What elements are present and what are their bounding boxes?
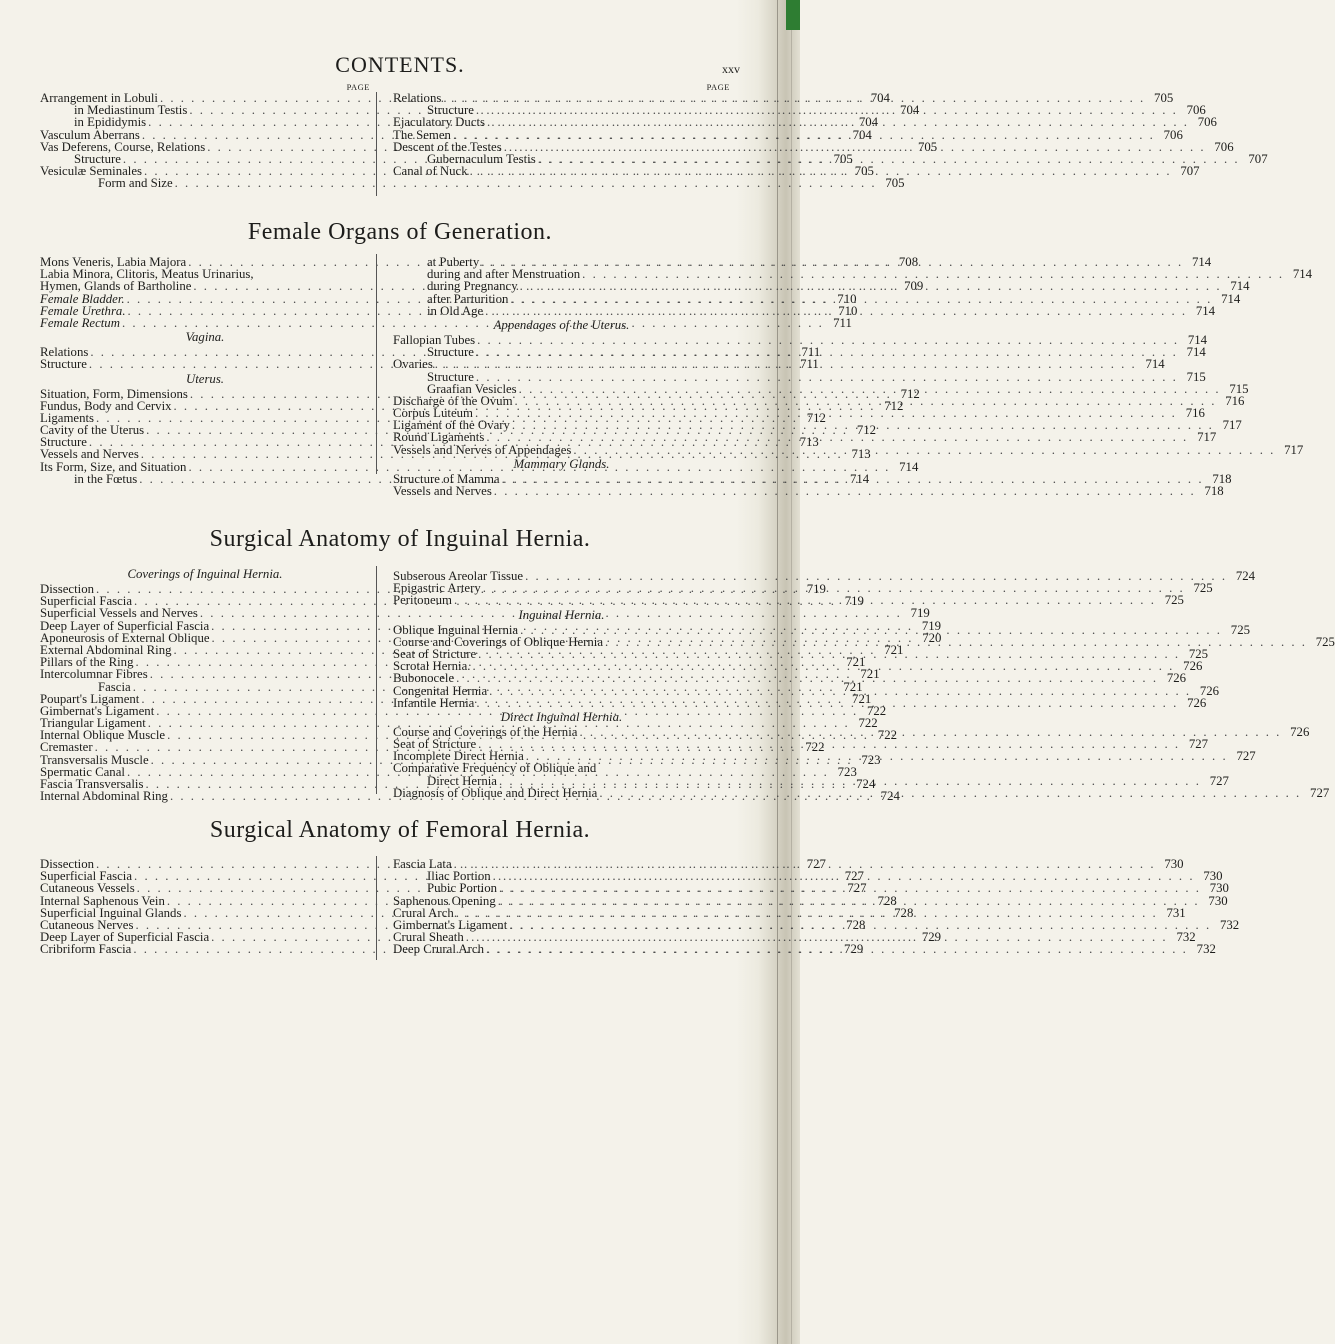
toc-entry-label: after Parturition (427, 291, 509, 306)
toc-entry-label: in Old Age (427, 303, 484, 318)
toc-entry-page: 726 (1166, 671, 1187, 686)
toc-entry-label: Superficial Fascia (40, 594, 133, 609)
leader-dots (497, 882, 1203, 894)
toc-entry-label: Internal Oblique Muscle (40, 728, 166, 743)
toc-entry-label: Vasculum Aberrans (40, 127, 140, 142)
toc-entry-page: 730 (1208, 893, 1228, 908)
toc-subheading: Coverings of Inguinal Hernia. (127, 567, 283, 581)
toc-entry-page: 727 (1209, 773, 1229, 788)
toc-subheading: Inguinal Hernia. (518, 607, 605, 622)
toc-entry-page: 718 (1212, 471, 1232, 486)
toc-entry-page: 704 (900, 103, 920, 118)
toc-entry-label: Graafian Vesicles (427, 381, 517, 396)
toc-entry-label: Gimbernat's Ligament (393, 917, 508, 932)
toc-entry-page: 714 (1230, 279, 1250, 294)
toc-entry-page: 732 (1176, 930, 1196, 945)
toc-entry-page: 712 (806, 410, 826, 425)
toc-entry-label: Transversalis Muscle (40, 752, 149, 767)
toc-entry-page: 725 (1315, 634, 1335, 649)
toc-entry (393, 484, 1224, 498)
leader-dots (452, 594, 1158, 609)
toc-entry-page: 727 (1310, 785, 1330, 800)
toc-entry-page: 726 (1199, 683, 1220, 698)
toc-entry-label: Oblique Inguinal Hernia (393, 622, 519, 637)
toc-entry-label: Internal Abdominal Ring (40, 789, 168, 804)
section-title-female-organs: Female Organs of Generation. (247, 219, 553, 245)
toc-entry-label: Peritoneum (393, 593, 452, 608)
toc-entry-label: Course and Coverings of the Hernia (393, 724, 578, 739)
leader-dots (485, 116, 1191, 128)
leader-dots (468, 165, 1174, 177)
toc-entry-page: 729 (921, 930, 942, 945)
toc-entry-label: Spermatic Canal (40, 764, 125, 779)
toc-entry-page: 721 (852, 691, 872, 706)
toc-entry-page: 729 (844, 942, 864, 957)
toc-entry-label: Fallopian Tubes (393, 332, 476, 347)
toc-entry-label: during and after Menstruation (427, 267, 581, 282)
toc-entry-page: 727 (1236, 749, 1256, 764)
toc-entry-page: 717 (1222, 418, 1242, 433)
toc-entry-label: Superficial Fascia (40, 869, 133, 884)
toc-entry-label: Gimbernat's Ligament (40, 703, 155, 718)
toc-entry-label: Cutaneous Nerves (40, 917, 134, 932)
column-divider (376, 254, 377, 474)
toc-entry-label: Pillars of the Ring (40, 655, 134, 670)
toc-entry-label: Structure (74, 151, 121, 166)
leader-dots (484, 431, 1190, 443)
toc-entry-label: Seat of Stricture (393, 737, 477, 752)
toc-entry-page: 723 (861, 752, 881, 767)
toc-entry-page: 705 (833, 151, 853, 166)
toc-entry-page: 717 (1284, 442, 1304, 457)
toc-entry-page: 725 (1193, 581, 1213, 596)
toc-entry-label: Subserous Areolar Tissue (393, 569, 524, 583)
toc-entry-label: Female Bladder. (40, 291, 125, 306)
toc-entry-label: Its Form, Size, and Situation (40, 459, 187, 474)
toc-entry-label: Discharge of the Ovum (393, 393, 513, 408)
toc-entry-page: 704 (858, 115, 879, 130)
toc-entry-label: Fascia (98, 679, 131, 694)
toc-entry-page: 706 (1163, 127, 1183, 142)
toc-entry-page: 713 (799, 435, 819, 450)
toc-subheading: Uterus. (185, 371, 225, 386)
toc-entry-label: at Puberty (427, 255, 480, 269)
toc-entry-label: Relations (40, 345, 89, 360)
toc-entry-page: 717 (1197, 430, 1217, 445)
leader-dots (518, 624, 1224, 636)
toc-entry-page: 714 (1187, 332, 1208, 347)
toc-entry-page: 730 (1164, 857, 1184, 871)
toc-entry-page: 730 (1209, 881, 1229, 896)
toc-entry-label: Intercolumnar Fibres (40, 667, 148, 682)
toc-entry-label: Structure (40, 435, 87, 450)
toc-entry-label: Structure (427, 103, 474, 118)
toc-entry-page: 705 (885, 176, 905, 191)
toc-entry-page: 714 (1145, 357, 1165, 372)
toc-entry-label: Direct Hernia (427, 773, 497, 788)
toc-entry-label: Structure (40, 357, 87, 372)
toc-entry-label: Ligament of the Ovary (393, 418, 510, 433)
leader-dots (173, 177, 879, 189)
toc-subheading: Appendages of the Uterus. (493, 317, 630, 332)
leader-dots (497, 775, 1203, 787)
toc-entry-page: 705 (1154, 91, 1174, 105)
page-number: xxv (722, 62, 740, 76)
toc-entry-page: 720 (922, 630, 942, 645)
leader-dots (597, 787, 1303, 799)
toc-entry-label: Female Rectum (40, 315, 120, 330)
toc-entry-page: 709 (904, 279, 924, 294)
toc-entry-label: Female Urethra. (40, 303, 126, 318)
toc-entry-label: Structure (427, 369, 474, 384)
toc-entry-page: 714 (1292, 267, 1313, 282)
toc-entry-label: Hymen, Glands of Bartholine (40, 279, 192, 294)
page-column-label: PAGE (706, 82, 730, 92)
toc-entry-page: 715 (1229, 381, 1249, 396)
toc-entry-label: Descent of the Testes (393, 139, 502, 154)
toc-entry-page: 732 (1219, 917, 1240, 932)
toc-entry-page: 710 (837, 291, 857, 306)
toc-entry-page: 713 (851, 447, 871, 462)
toc-entry-page: 714 (899, 459, 919, 474)
toc-entry-label: Internal Saphenous Vein (40, 893, 165, 908)
toc-entry-page: 704 (870, 91, 890, 105)
toc-entry-label: Form and Size (98, 176, 173, 191)
leader-dots (508, 293, 1214, 305)
toc-entry-label: Vesiculæ Seminales (40, 164, 143, 179)
toc-entry-page: 719 (844, 594, 864, 609)
leader-dots (483, 305, 1189, 317)
toc-entry-page: 714 (1221, 291, 1241, 306)
toc-entry-label: Cremaster (40, 740, 93, 755)
toc-entry-page: 727 (844, 869, 864, 884)
toc-entry-page: 728 (894, 905, 914, 920)
toc-entry-page: 711 (801, 345, 821, 360)
toc-entry-page: 724 (856, 777, 876, 791)
toc-entry-label: Round Ligaments (393, 430, 485, 445)
toc-entry-label: Epigastric Artery (393, 581, 481, 596)
toc-entry-label: Comparative Frequency of Oblique and (393, 761, 597, 776)
toc-entry-label: Ejaculatory Ducts (393, 115, 486, 130)
toc-entry-label: Vessels and Nerves (393, 484, 492, 498)
toc-entry-page: 711 (800, 357, 819, 372)
toc-entry-page: 706 (1186, 103, 1206, 118)
toc-entry-page: 721 (860, 667, 880, 682)
toc-entry-label: during Pregnancy (427, 279, 518, 294)
section-title-femoral-hernia: Surgical Anatomy of Femoral Hernia. (209, 817, 591, 843)
toc-entry-label: Structure (427, 345, 474, 360)
toc-entry-page: 719 (921, 618, 942, 633)
toc-entry-label: Incomplete Direct Hernia (393, 749, 524, 764)
toc-entry-label: Relations (393, 91, 442, 105)
toc-entry-page: 716 (1185, 406, 1205, 421)
toc-entry-page: 712 (856, 423, 877, 438)
toc-entry-page: 706 (1197, 115, 1217, 130)
toc-entry-page: 706 (1214, 139, 1234, 154)
toc-entry-label: Bubonocele (393, 671, 455, 686)
toc-entry-page: 718 (1204, 484, 1224, 498)
toc-entry-page: 722 (805, 740, 825, 755)
toc-entry-page: 731 (1166, 905, 1186, 920)
toc-entry-page: 726 (1187, 695, 1207, 710)
leader-dots (487, 685, 1193, 697)
toc-entry-label: Corpus Luteum (393, 406, 473, 421)
toc-entry-label: Structure of Mamma (393, 471, 500, 486)
toc-entry-label: External Abdominal Ring (40, 642, 172, 657)
corner-tab (786, 0, 800, 30)
toc-entry (40, 176, 905, 191)
toc-entry-label: Cutaneous Vessels (40, 881, 135, 896)
toc-entry-label: Labia Minora, Clitoris, Meatus Urinarius, (40, 267, 254, 282)
toc-entry-page: 705 (854, 164, 874, 179)
toc-entry-page: 721 (884, 642, 904, 657)
toc-entry-label: Situation, Form, Dimensions (40, 386, 188, 401)
toc-entry (393, 369, 1206, 384)
page-title: CONTENTS. (335, 52, 465, 77)
toc-entry-label: Scrotal Hernia. (393, 659, 471, 674)
toc-entry-label: Cribriform Fascia (40, 942, 132, 957)
toc-entry-page: 714 (1195, 303, 1216, 318)
section-title-inguinal-hernia: Surgical Anatomy of Inguinal Hernia. (209, 526, 591, 552)
toc-entry-label: Iliac Portion (427, 869, 491, 884)
toc-entry-label: Diagnosis of Oblique and Direct Hernia (393, 785, 598, 800)
toc-entry-page: 719 (806, 582, 826, 596)
toc-entry-page: 727 (1188, 737, 1209, 752)
toc-entry-label: Aponeurosis of External Oblique (40, 630, 210, 645)
toc-entry-page: 726 (1183, 659, 1203, 674)
toc-entry-page: 707 (1180, 164, 1200, 179)
toc-entry-label: Superficial Inguinal Glands (40, 905, 182, 920)
page-column-label: PAGE (346, 82, 370, 92)
toc-subheading: Vagina. (185, 330, 225, 345)
toc-entry-page: 721 (843, 679, 863, 694)
toc-entry-page: 724 (1235, 569, 1256, 583)
toc-entry-label: Superficial Vessels and Nerves (40, 606, 198, 621)
toc-entry-page: 732 (1196, 942, 1216, 957)
toc-entry-page: 721 (846, 655, 866, 670)
toc-entry-label: The Semen (393, 127, 451, 142)
toc-entry-label: in Mediastinum Testis (74, 103, 188, 118)
leader-dots (484, 943, 1190, 955)
toc-entry-label: Deep Layer of Superficial Fascia (40, 618, 210, 633)
toc-entry-label: Fascia Lata (393, 857, 452, 871)
leader-dots (524, 750, 1230, 762)
toc-entry-label: Fundus, Body and Cervix (40, 398, 172, 413)
toc-entry-label: Arrangement in Lobuli (40, 91, 158, 105)
toc-entry-label: Dissection (40, 582, 95, 596)
toc-entry-label: Ligaments (40, 410, 95, 425)
toc-entry-page: 730 (1203, 869, 1223, 884)
toc-entry-page: 726 (1290, 724, 1310, 739)
column-divider (376, 856, 377, 960)
toc-entry-page: 715 (1186, 369, 1206, 384)
toc-entry-page: 704 (852, 127, 872, 142)
toc-entry-label: Deep Crural Arch (393, 942, 484, 957)
toc-subheading: Direct Inguinal Hernia. (500, 709, 623, 724)
toc-entry-label: Canal of Nuck (393, 164, 468, 179)
toc-entry-label: Deep Layer of Superficial Fascia (40, 930, 210, 945)
toc-entry-page: 727 (847, 881, 867, 896)
leader-dots (433, 358, 1139, 370)
leader-dots (492, 485, 1198, 497)
toc-entry-label: Gubernaculum Testis (427, 151, 536, 166)
toc-entry-page: 712 (900, 386, 920, 401)
toc-entry-label: Congenital Hernia (393, 683, 488, 698)
toc-entry-label: Infantile Hernia (393, 695, 475, 710)
toc-entry-page: 707 (1248, 151, 1268, 166)
toc-entry-label: Triangular Ligament (40, 716, 146, 731)
toc-entry-label: Ovaries (393, 357, 433, 372)
toc-entry-label: Pubic Portion (427, 881, 498, 896)
leader-dots (518, 280, 1224, 292)
toc-entry (393, 762, 730, 774)
leader-dots (474, 697, 1180, 709)
toc-entry-label: Seat of Stricture (393, 646, 477, 661)
toc-entry-label: Vas Deferens, Course, Relations (40, 139, 206, 154)
leader-dots (571, 444, 1277, 456)
leader-dots (474, 371, 1180, 383)
toc-entry-page: 714 (849, 471, 870, 486)
toc-entry-page: 725 (1230, 622, 1250, 637)
toc-entry-page: 714 (1186, 345, 1206, 360)
toc-entry-page: 722 (877, 728, 897, 743)
toc-entry-label: Saphenous Opening (393, 893, 496, 908)
column-divider (376, 92, 377, 196)
toc-entry-label: Dissection (40, 857, 95, 871)
toc-entry-label: Vessels and Nerves of Appendages (393, 442, 572, 457)
leader-dots (454, 672, 1160, 684)
toc-entry-page: 725 (1164, 593, 1184, 608)
toc-entry-page: 711 (833, 315, 852, 330)
toc-entry-page: 705 (917, 139, 938, 154)
toc-entry-page: 723 (837, 764, 857, 779)
toc-entry-label: Fascia Transversalis (40, 777, 144, 791)
toc-entry-label: Cavity of the Uterus (40, 423, 145, 438)
toc-subheading: Mammary Glands. (513, 456, 610, 471)
toc-entry-page: 722 (858, 716, 878, 731)
toc-entry-page: 728 (846, 917, 866, 932)
column-divider (376, 566, 377, 794)
toc-entry-label: Mons Veneris, Labia Majora (40, 255, 187, 269)
toc-entry-label: Vessels and Nerves (40, 447, 139, 462)
toc-entry-page: 727 (806, 857, 826, 871)
toc-entry-page: 724 (880, 789, 900, 804)
toc-entry-page: 714 (1191, 255, 1212, 269)
toc-entry-label: Poupart's Ligament (40, 691, 140, 706)
toc-entry-label: Crural Arch (393, 905, 454, 920)
toc-entry-page: 725 (1188, 646, 1209, 661)
leader-dots (496, 895, 1202, 907)
leader-dots (451, 129, 1157, 141)
toc-entry-page: 719 (910, 606, 930, 621)
toc-entry-page: 716 (1225, 393, 1245, 408)
toc-entry-label: in Epididymis (74, 115, 147, 130)
toc-entry-page: 722 (866, 703, 887, 718)
toc-entry-page: 708 (898, 255, 919, 269)
toc-entry-page: 728 (877, 893, 897, 908)
toc-entry-label: Course and Coverings of Oblique Hernia (393, 634, 604, 649)
toc-entry-label: Crural Sheath (393, 930, 464, 945)
toc-entry-page: 712 (884, 398, 904, 413)
toc-entry-page: 710 (838, 303, 858, 318)
toc-entry-label: in the Fœtus (74, 471, 138, 486)
